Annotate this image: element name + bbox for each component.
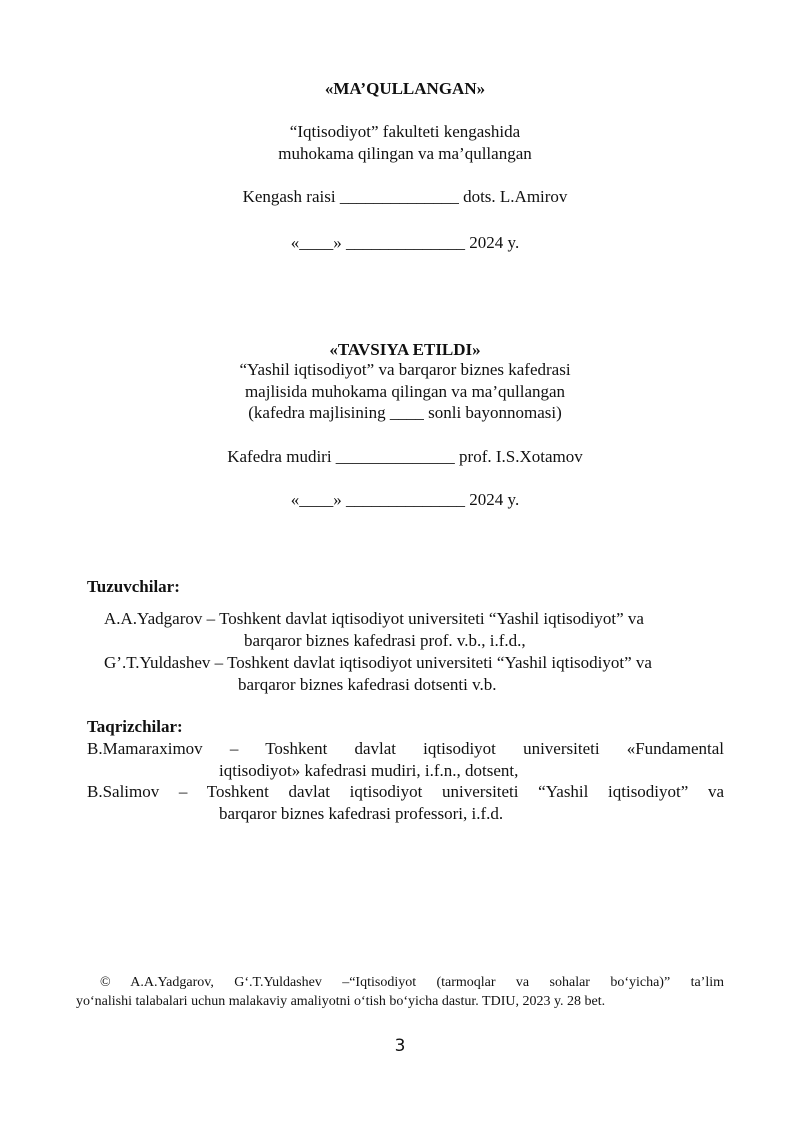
reviewer-1-line-1: B.Mamaraximov – Toshkent davlat iqtisodiyot universiteti «Fundamental bbox=[87, 739, 724, 758]
compiler-1-line-2: barqaror biznes kafedrasi prof. v.b., i.f.d., bbox=[244, 631, 526, 650]
recommendation-signature: Kafedra mudiri ______________ prof. I.S.Xotamov bbox=[227, 447, 583, 466]
recommendation-line-1: “Yashil iqtisodiyot” va barqaror biznes kafedrasi bbox=[239, 360, 571, 379]
recommendation-line-2: majlisida muhokama qilingan va ma’qullangan bbox=[244, 382, 566, 401]
compiler-1-line-1: A.A.Yadgarov – Toshkent davlat iqtisodiyot universiteti “Yashil iqtisodiyot” va bbox=[104, 609, 644, 628]
recommendation-line-3: (kafedra majlisining ____ sonli bayonnomasi) bbox=[248, 403, 562, 422]
approval-title: «MA’QULLANGAN» bbox=[324, 79, 486, 98]
footnote-line-2: yo‘nalishi talabalari uchun malakaviy amaliyotni o‘tish bo‘yicha dastur. TDIU, 2023 y. 28 bet. bbox=[76, 994, 606, 1009]
approval-line-2: muhokama qilingan va ma’qullangan bbox=[278, 144, 532, 163]
recommendation-date: «____» ______________ 2024 y. bbox=[290, 490, 520, 509]
compiler-2-line-2: barqaror biznes kafedrasi dotsenti v.b. bbox=[238, 675, 497, 694]
approval-signature: Kengash raisi ______________ dots. L.Amirov bbox=[242, 187, 568, 206]
recommendation-title: «TAVSIYA ETILDI» bbox=[329, 340, 481, 359]
footnote-line-1: © A.A.Yadgarov, G‘.T.Yuldashev –“Iqtisodiyot (tarmoqlar va sohalar bo‘yicha)” ta’lim bbox=[100, 975, 724, 990]
compilers-heading: Tuzuvchilar: bbox=[87, 577, 180, 596]
reviewers-heading: Taqrizchilar: bbox=[87, 717, 183, 736]
compiler-2-line-1: G’.T.Yuldashev – Toshkent davlat iqtisodiyot universiteti “Yashil iqtisodiyot” va bbox=[104, 653, 652, 672]
reviewer-1-line-2: iqtisodiyot» kafedrasi mudiri, i.f.n., dotsent, bbox=[219, 761, 519, 780]
reviewer-2-line-2: barqaror biznes kafedrasi professori, i.f.d. bbox=[219, 804, 504, 823]
page-number: 3 bbox=[394, 1036, 406, 1056]
approval-line-1: “Iqtisodiyot” fakulteti kengashida bbox=[289, 122, 521, 141]
reviewer-2-line-1: B.Salimov – Toshkent davlat iqtisodiyot universiteti “Yashil iqtisodiyot” va bbox=[87, 782, 724, 801]
approval-date: «____» ______________ 2024 y. bbox=[290, 233, 520, 252]
